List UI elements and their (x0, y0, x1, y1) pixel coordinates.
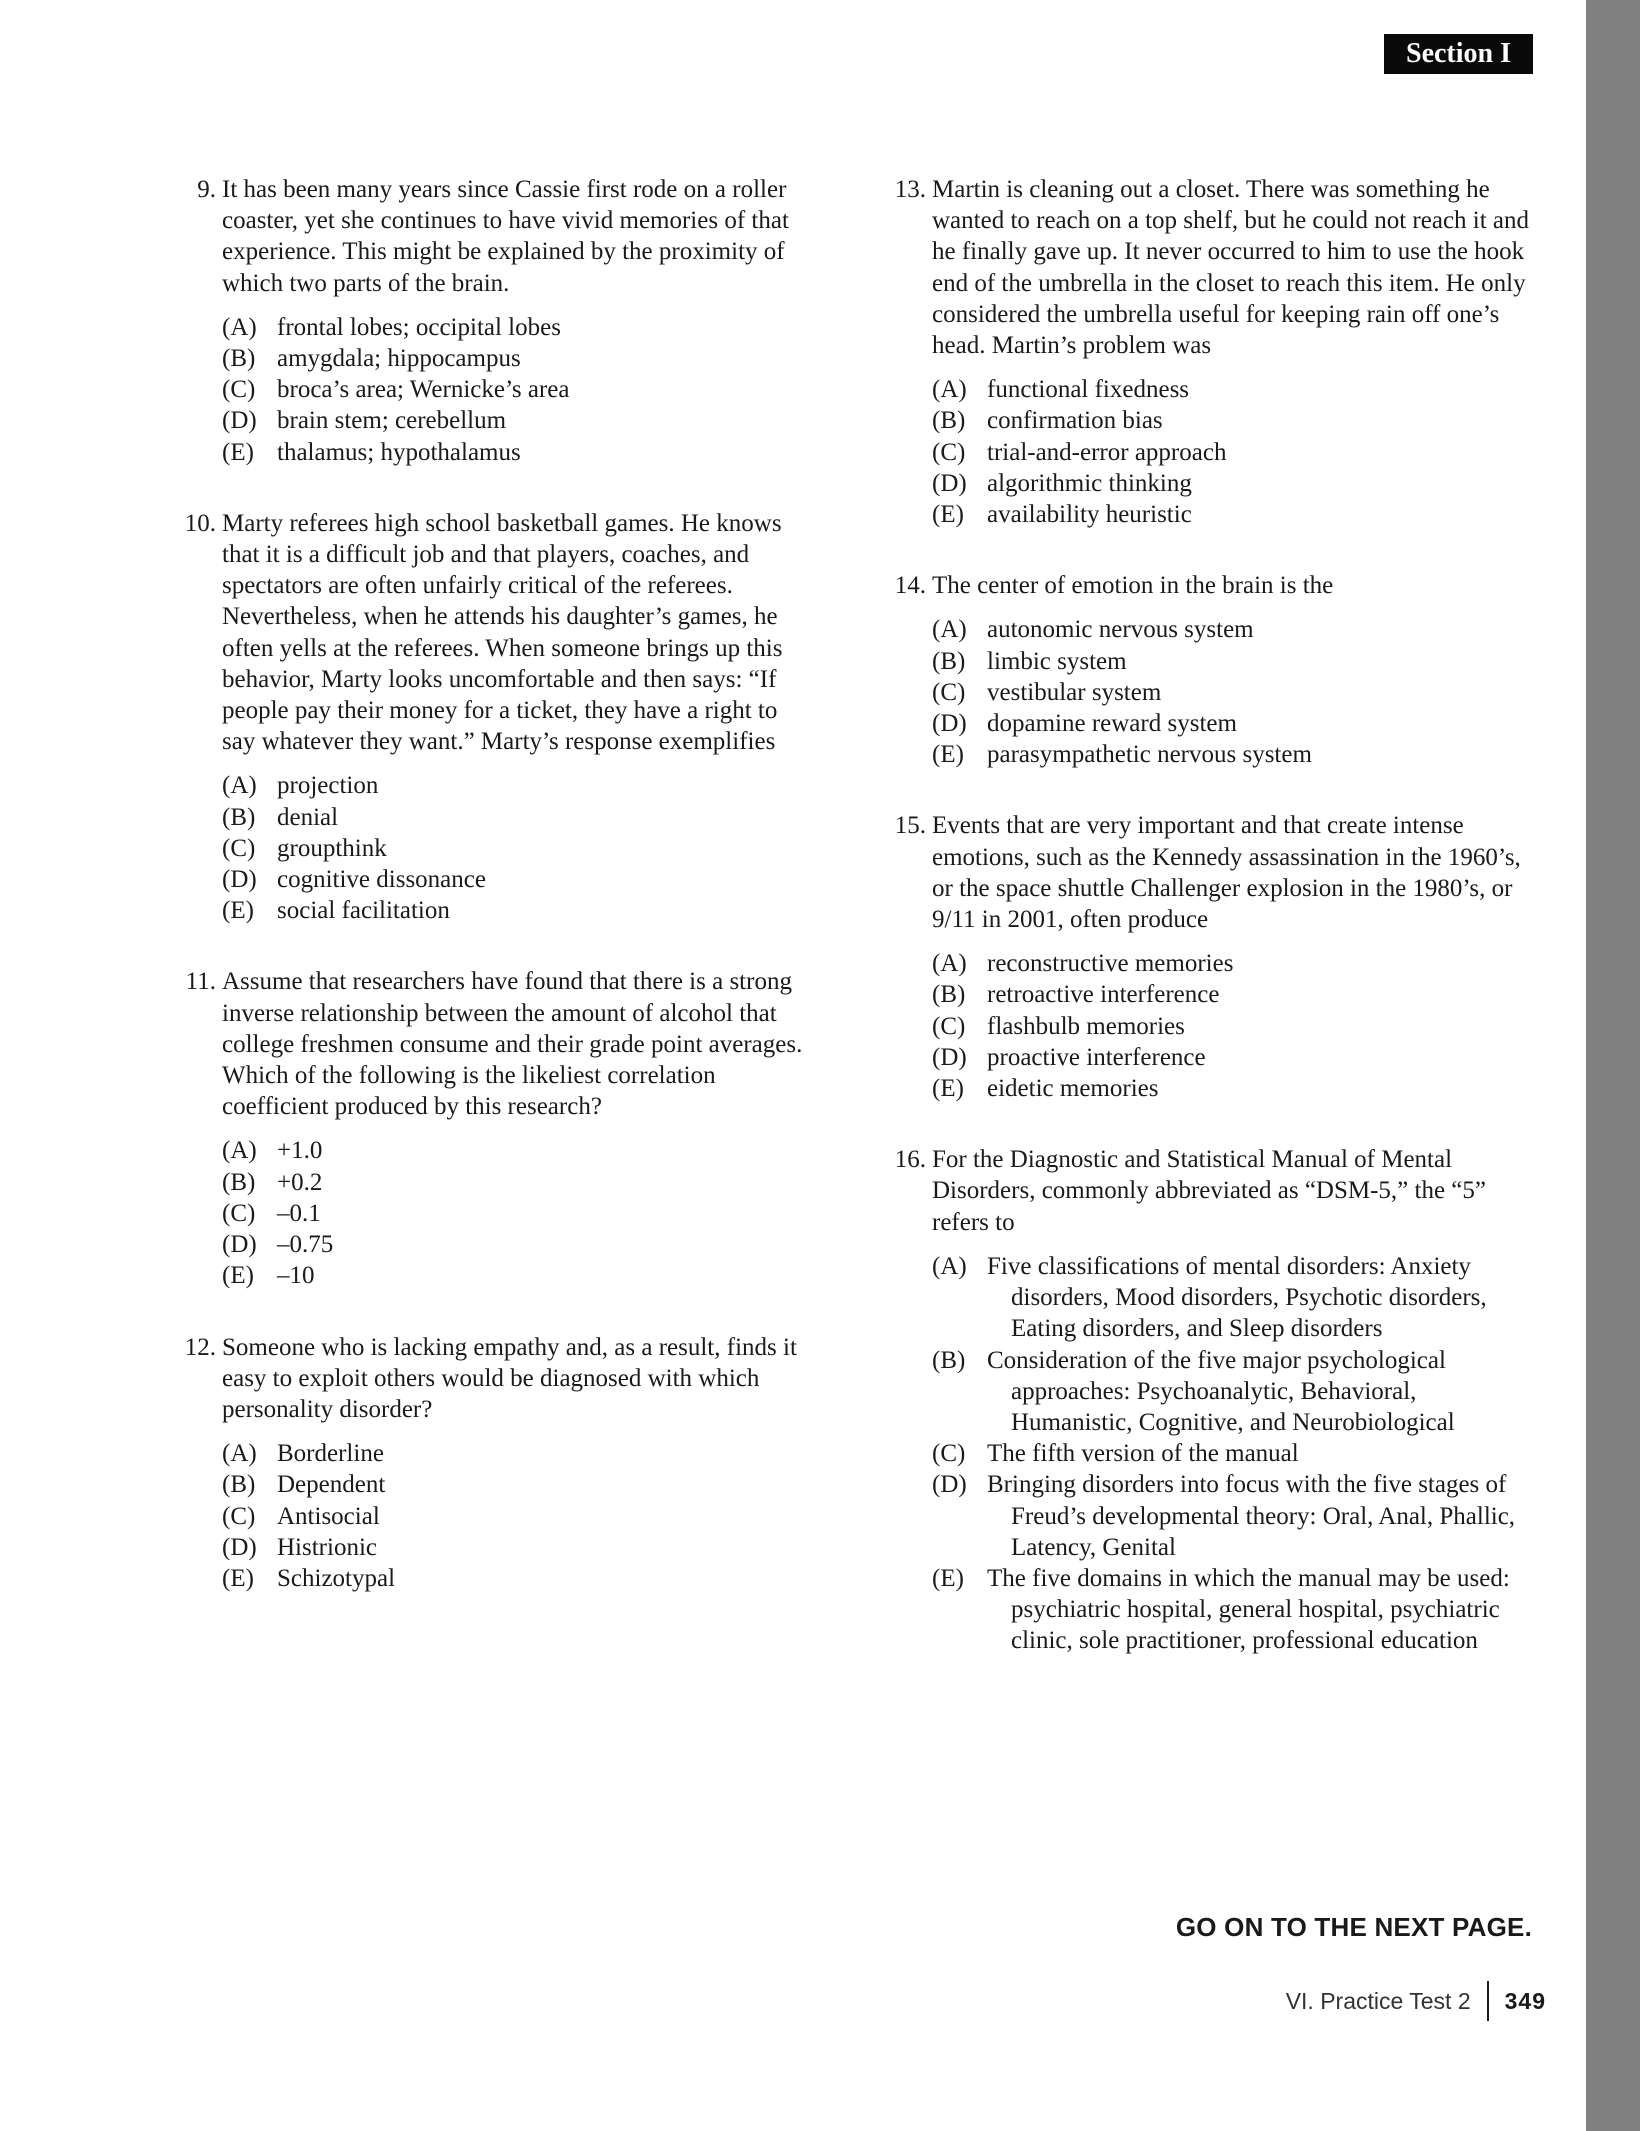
option-letter: (E) (222, 897, 254, 925)
answer-option-c[interactable] (222, 833, 810, 864)
answer-option-c[interactable] (222, 1198, 810, 1229)
option-text: +0.2 (277, 1168, 323, 1196)
option-text: The fifth version of the manual (987, 1440, 1299, 1468)
answer-option-a[interactable] (932, 1251, 1540, 1345)
answer-option-a[interactable] (222, 770, 810, 801)
option-letter: (D) (932, 710, 967, 738)
answer-option-c[interactable] (932, 677, 1540, 708)
answer-option-d[interactable] (932, 708, 1540, 739)
section-label: Section I (1384, 34, 1533, 74)
option-letter: (A) (932, 616, 967, 644)
option-text: frontal lobes; occipital lobes (277, 313, 561, 341)
option-letter: (B) (932, 407, 966, 435)
question-13 (880, 174, 1540, 530)
option-letter: (C) (222, 376, 256, 404)
answer-option-d[interactable] (222, 864, 810, 895)
option-text: Bringing disorders into focus with the five stages of Freud’s developmental theory: Oral, Anal, Phallic, Latency, Genital (987, 1471, 1516, 1561)
option-text: parasympathetic nervous system (987, 741, 1312, 769)
option-text: Consideration of the five major psychological approaches: Psychoanalytic, Behavioral, Humanistic, Cognitive, and Neurobiological (987, 1346, 1455, 1436)
answer-option-a[interactable] (222, 1438, 810, 1469)
page-footer (1286, 1981, 1546, 2021)
answer-option-b[interactable] (222, 802, 810, 833)
answer-option-a[interactable] (932, 948, 1540, 979)
option-text: social facilitation (277, 897, 450, 925)
question-number: 10. (184, 509, 216, 537)
answer-option-b[interactable] (222, 1167, 810, 1198)
answer-option-d[interactable] (222, 405, 810, 436)
question-stem: Martin is cleaning out a closet. There was something he wanted to reach on a top shelf, but he could not reach it and he finally gave up. It never occurred to him to use the hook end of the umbrella in the closet to reach this item. He only considered the umbrella useful for keeping rain off one’s head. Martin’s problem was (932, 176, 1530, 360)
option-letter: (E) (932, 501, 964, 529)
option-letter: (B) (932, 981, 966, 1009)
option-letter: (E) (222, 1564, 254, 1592)
answer-options (932, 374, 1540, 530)
question-stem: Assume that researchers have found that there is a strong inverse relationship between the amount of alcohol that college freshmen consume and their grade point averages. Which of the following is the likeliest correlation coefficient produced by this research? (222, 968, 803, 1121)
option-letter: (B) (222, 1168, 256, 1196)
option-letter: (E) (932, 1075, 964, 1103)
option-letter: (E) (222, 438, 254, 466)
chapter-label: VI. Practice Test 2 (1285, 1987, 1471, 2014)
option-letter: (D) (222, 1231, 257, 1259)
answer-options (222, 1135, 810, 1291)
option-text: vestibular system (987, 678, 1162, 706)
answer-options (932, 614, 1540, 770)
next-page-prompt: GO ON TO THE NEXT PAGE. (1175, 1912, 1532, 1942)
option-text: eidetic memories (987, 1075, 1159, 1103)
question-9 (170, 174, 810, 468)
right-column (880, 174, 1540, 1657)
option-letter: (D) (222, 866, 257, 894)
answer-option-e[interactable] (222, 1563, 810, 1594)
option-text: availability heuristic (987, 501, 1192, 529)
answer-options (222, 770, 810, 926)
option-letter: (B) (932, 1346, 966, 1374)
answer-option-e[interactable] (932, 1073, 1540, 1104)
answer-option-b[interactable] (932, 646, 1540, 677)
answer-option-c[interactable] (932, 1438, 1540, 1469)
answer-options (932, 948, 1540, 1104)
answer-option-e[interactable] (222, 437, 810, 468)
question-14 (880, 570, 1540, 770)
option-text: brain stem; cerebellum (277, 407, 507, 435)
question-stem: It has been many years since Cassie first rode on a roller coaster, yet she continues to have vivid memories of that experience. This might be explained by the proximity of which two parts of the brain. (222, 176, 789, 297)
question-stem: Someone who is lacking empathy and, as a result, finds it easy to exploit others would be diagnosed with which personality disorder? (222, 1333, 797, 1423)
question-10 (170, 508, 810, 927)
option-text: confirmation bias (987, 407, 1163, 435)
answer-option-c[interactable] (222, 1501, 810, 1532)
answer-option-b[interactable] (222, 1469, 810, 1500)
question-number: 12. (184, 1333, 216, 1361)
answer-option-c[interactable] (222, 374, 810, 405)
answer-option-c[interactable] (932, 1011, 1540, 1042)
answer-option-e[interactable] (932, 499, 1540, 530)
answer-option-e[interactable] (932, 739, 1540, 770)
option-letter: (A) (932, 950, 967, 978)
option-letter: (D) (932, 469, 967, 497)
option-text: retroactive interference (987, 981, 1220, 1009)
option-letter: (A) (222, 772, 257, 800)
option-text: Five classifications of mental disorders: Anxiety disorders, Mood disorders, Psychotic disorders, Eating disorders, and Sleep disorders (987, 1252, 1487, 1343)
option-letter: (B) (222, 803, 256, 831)
answer-option-a[interactable] (932, 374, 1540, 405)
option-letter: (A) (222, 1440, 257, 1468)
option-text: amygdala; hippocampus (277, 345, 521, 373)
option-text: reconstructive memories (987, 950, 1234, 978)
question-stem: Events that are very important and that create intense emotions, such as the Kennedy assassination in the 1960’s, or the space shuttle Challenger explosion in the 1980’s, or 9/11 in 2001, often produce (932, 812, 1521, 934)
option-letter: (A) (222, 313, 257, 341)
question-number: 13. (894, 176, 926, 203)
option-letter: (C) (222, 1502, 256, 1530)
option-letter: (A) (222, 1137, 257, 1165)
option-letter: (D) (222, 407, 257, 435)
question-number: 16. (894, 1146, 926, 1174)
option-letter: (C) (222, 1199, 256, 1227)
page-edge-tab (1586, 0, 1640, 2131)
option-letter: (C) (932, 1012, 966, 1040)
option-letter: (C) (932, 1440, 966, 1468)
option-text: broca’s area; Wernicke’s area (277, 376, 570, 404)
option-text: –0.1 (277, 1199, 321, 1227)
option-text: autonomic nervous system (987, 616, 1254, 644)
answer-option-e[interactable] (932, 1563, 1540, 1657)
answer-option-d[interactable] (222, 1229, 810, 1260)
option-letter: (E) (222, 1262, 254, 1290)
question-stem: Marty referees high school basketball games. He knows that it is a difficult job and that players, coaches, and spectators are often unfairly critical of the referees. Nevertheless, when he attends his daughter’s games, he often yells at the referees. When someone brings up this behavior, Marty looks uncomfortable and then says: “If people pay their money for a ticket, they have a right to say whatever they want.” Marty’s response exemplifies (222, 509, 783, 756)
option-letter: (B) (932, 647, 966, 675)
answer-option-a[interactable] (932, 614, 1540, 645)
option-text: +1.0 (277, 1137, 323, 1165)
page-number: 349 (1504, 1987, 1546, 2014)
answer-option-b[interactable] (932, 979, 1540, 1010)
option-letter: (B) (222, 1471, 256, 1499)
question-number: 14. (894, 572, 926, 600)
answer-option-b[interactable] (932, 1345, 1540, 1439)
option-text: cognitive dissonance (277, 866, 486, 894)
answer-options (222, 312, 810, 468)
option-letter: (D) (222, 1533, 257, 1561)
option-letter: (D) (932, 1471, 967, 1499)
option-text: denial (277, 803, 339, 831)
answer-options (222, 1438, 810, 1594)
option-text: Borderline (277, 1440, 384, 1468)
option-text: Antisocial (277, 1502, 380, 1530)
option-letter: (A) (932, 376, 967, 404)
answer-option-e[interactable] (222, 895, 810, 926)
option-text: functional fixedness (987, 376, 1190, 404)
answer-option-b[interactable] (932, 405, 1540, 436)
option-text: thalamus; hypothalamus (277, 438, 521, 466)
answer-option-a[interactable] (222, 312, 810, 343)
option-text: Histrionic (277, 1533, 377, 1561)
option-text: –10 (277, 1262, 315, 1290)
question-stem: For the Diagnostic and Statistical Manual of Mental Disorders, commonly abbreviated as “DSM-5,” the “5” refers to (932, 1146, 1487, 1236)
question-number: 15. (894, 812, 926, 840)
answer-option-d[interactable] (932, 468, 1540, 499)
answer-option-e[interactable] (222, 1260, 810, 1291)
option-letter: (A) (932, 1252, 967, 1280)
option-letter: (E) (932, 741, 964, 769)
question-number: 11. (185, 968, 216, 996)
question-number: 9. (197, 176, 216, 203)
option-text: proactive interference (987, 1043, 1206, 1071)
option-text: trial-and-error approach (987, 438, 1227, 466)
option-letter: (B) (222, 345, 256, 373)
answer-option-a[interactable] (222, 1135, 810, 1166)
option-text: flashbulb memories (987, 1012, 1185, 1040)
option-text: limbic system (987, 647, 1127, 675)
answer-option-d[interactable] (222, 1532, 810, 1563)
answer-option-b[interactable] (222, 343, 810, 374)
answer-option-d[interactable] (932, 1042, 1540, 1073)
option-text: Schizotypal (277, 1564, 396, 1592)
option-text: groupthink (277, 834, 387, 862)
footer-divider (1487, 1981, 1489, 2021)
option-letter: (C) (932, 438, 966, 466)
option-text: projection (277, 772, 379, 800)
question-stem: The center of emotion in the brain is the (932, 572, 1334, 600)
answer-options (932, 1251, 1540, 1657)
option-text: dopamine reward system (987, 710, 1237, 738)
option-letter: (C) (222, 834, 256, 862)
option-text: The five domains in which the manual may be used: psychiatric hospital, general hospital, psychiatric clinic, sole practitioner, professional education (987, 1564, 1510, 1655)
question-16 (880, 1144, 1540, 1656)
left-column (170, 174, 810, 1594)
answer-option-c[interactable] (932, 437, 1540, 468)
option-text: algorithmic thinking (987, 469, 1192, 497)
question-12 (170, 1332, 810, 1595)
option-letter: (E) (932, 1564, 964, 1592)
question-11 (170, 966, 810, 1291)
question-15 (880, 810, 1540, 1104)
option-text: Dependent (277, 1471, 386, 1499)
answer-option-d[interactable] (932, 1469, 1540, 1563)
option-letter: (C) (932, 678, 966, 706)
option-letter: (D) (932, 1043, 967, 1071)
option-text: –0.75 (277, 1231, 334, 1259)
